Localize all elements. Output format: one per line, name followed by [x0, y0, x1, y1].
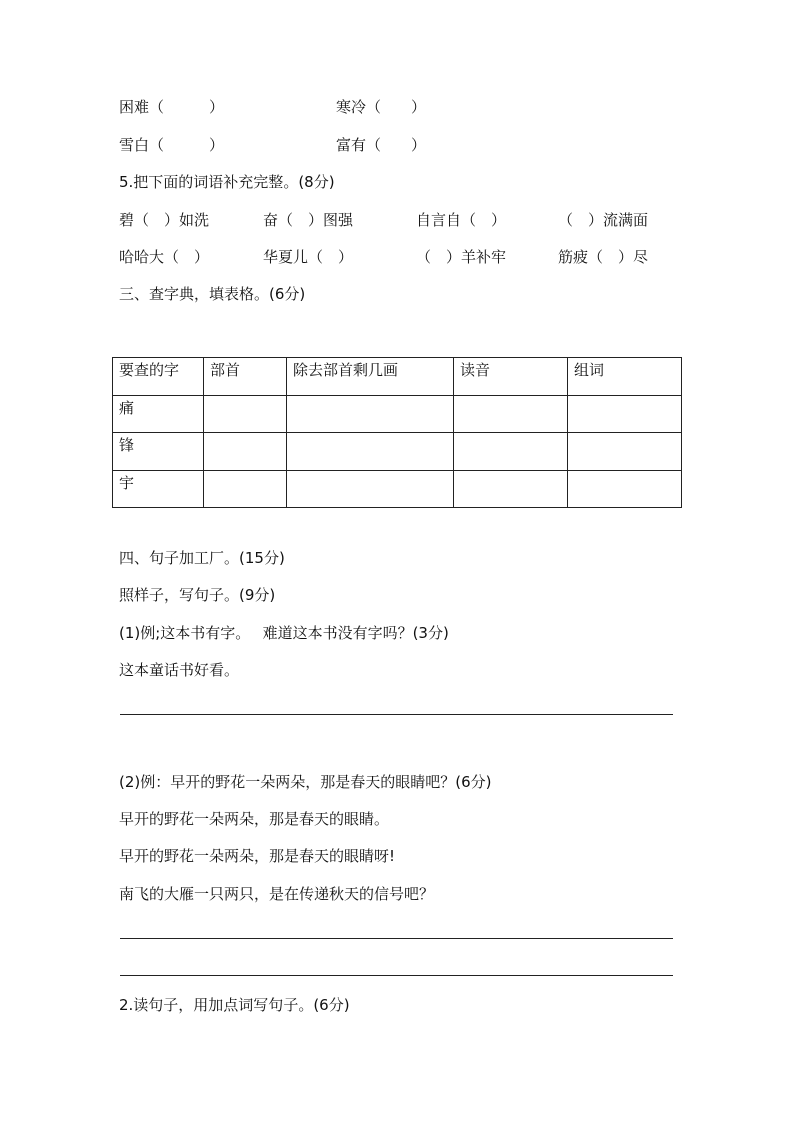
- header-radical: 部首: [204, 358, 287, 396]
- table-row: [113, 470, 682, 508]
- header-char: 要查的字: [113, 358, 204, 396]
- subsection-2-title: 2.读句子，用加点词写句子。(6分): [119, 996, 350, 1014]
- section-4-title: 四、句子加工厂。(15分): [119, 549, 285, 567]
- table-row: [113, 395, 682, 433]
- idiom-2-4: 筋疲（ ）尽: [558, 248, 649, 266]
- word-pair-right-2: 富有（ ）: [336, 136, 427, 154]
- idiom-1-2: 奋（ ）图强: [263, 211, 354, 229]
- word-pair-left-1: 困难（ ）: [119, 98, 225, 116]
- header-strokes: 除去部首剩几画: [287, 358, 454, 396]
- answer-cell[interactable]: [568, 433, 682, 471]
- question-5-title: 5.把下面的词语补充完整。(8分): [119, 173, 335, 191]
- answer-cell[interactable]: [204, 470, 287, 508]
- header-pronunciation: 读音: [454, 358, 568, 396]
- answer-line-2[interactable]: [120, 938, 673, 939]
- question-2-line-2: 早开的野花一朵两朵，那是春天的眼睛呀!: [119, 847, 396, 865]
- answer-cell[interactable]: [287, 433, 454, 471]
- idiom-1-3: 自言自（ ）: [416, 211, 507, 229]
- idiom-1-1: 碧（ ）如洗: [119, 211, 210, 229]
- answer-cell[interactable]: [568, 470, 682, 508]
- row-char: 宇: [113, 470, 204, 508]
- word-pair-left-2: 雪白（ ）: [119, 136, 225, 154]
- idiom-1-4: （ ）流满面: [558, 211, 649, 229]
- word-pair-right-1: 寒冷（ ）: [336, 98, 427, 116]
- idiom-2-3: （ ）羊补牢: [416, 248, 507, 266]
- question-2-example: (2)例：早开的野花一朵两朵，那是春天的眼睛吧？(6分): [119, 773, 492, 791]
- header-words: 组词: [568, 358, 682, 396]
- subsection-1-title: 照样子，写句子。(9分): [119, 586, 276, 604]
- question-2-line-1: 早开的野花一朵两朵，那是春天的眼睛。: [119, 810, 390, 828]
- answer-cell[interactable]: [454, 433, 568, 471]
- answer-cell[interactable]: [454, 395, 568, 433]
- idiom-2-1: 哈哈大（ ）: [119, 248, 210, 266]
- answer-cell[interactable]: [287, 395, 454, 433]
- table-header-row: [113, 358, 682, 396]
- answer-cell[interactable]: [287, 470, 454, 508]
- question-2-prompt: 南飞的大雁一只两只，是在传递秋天的信号吧？: [119, 885, 435, 903]
- answer-cell[interactable]: [204, 395, 287, 433]
- answer-cell[interactable]: [204, 433, 287, 471]
- answer-cell[interactable]: [568, 395, 682, 433]
- question-1-example: (1)例;这本书有字。 难道这本书没有字吗？(3分): [119, 624, 449, 642]
- answer-cell[interactable]: [454, 470, 568, 508]
- answer-line-1[interactable]: [120, 714, 673, 715]
- row-char: 痛: [113, 395, 204, 433]
- row-char: 锋: [113, 433, 204, 471]
- question-1-prompt: 这本童话书好看。: [119, 661, 240, 679]
- dictionary-table: [112, 357, 682, 508]
- table-row: [113, 433, 682, 471]
- idiom-2-2: 华夏儿（ ）: [263, 248, 354, 266]
- section-3-title: 三、查字典，填表格。(6分): [119, 285, 306, 303]
- answer-line-3[interactable]: [120, 975, 673, 976]
